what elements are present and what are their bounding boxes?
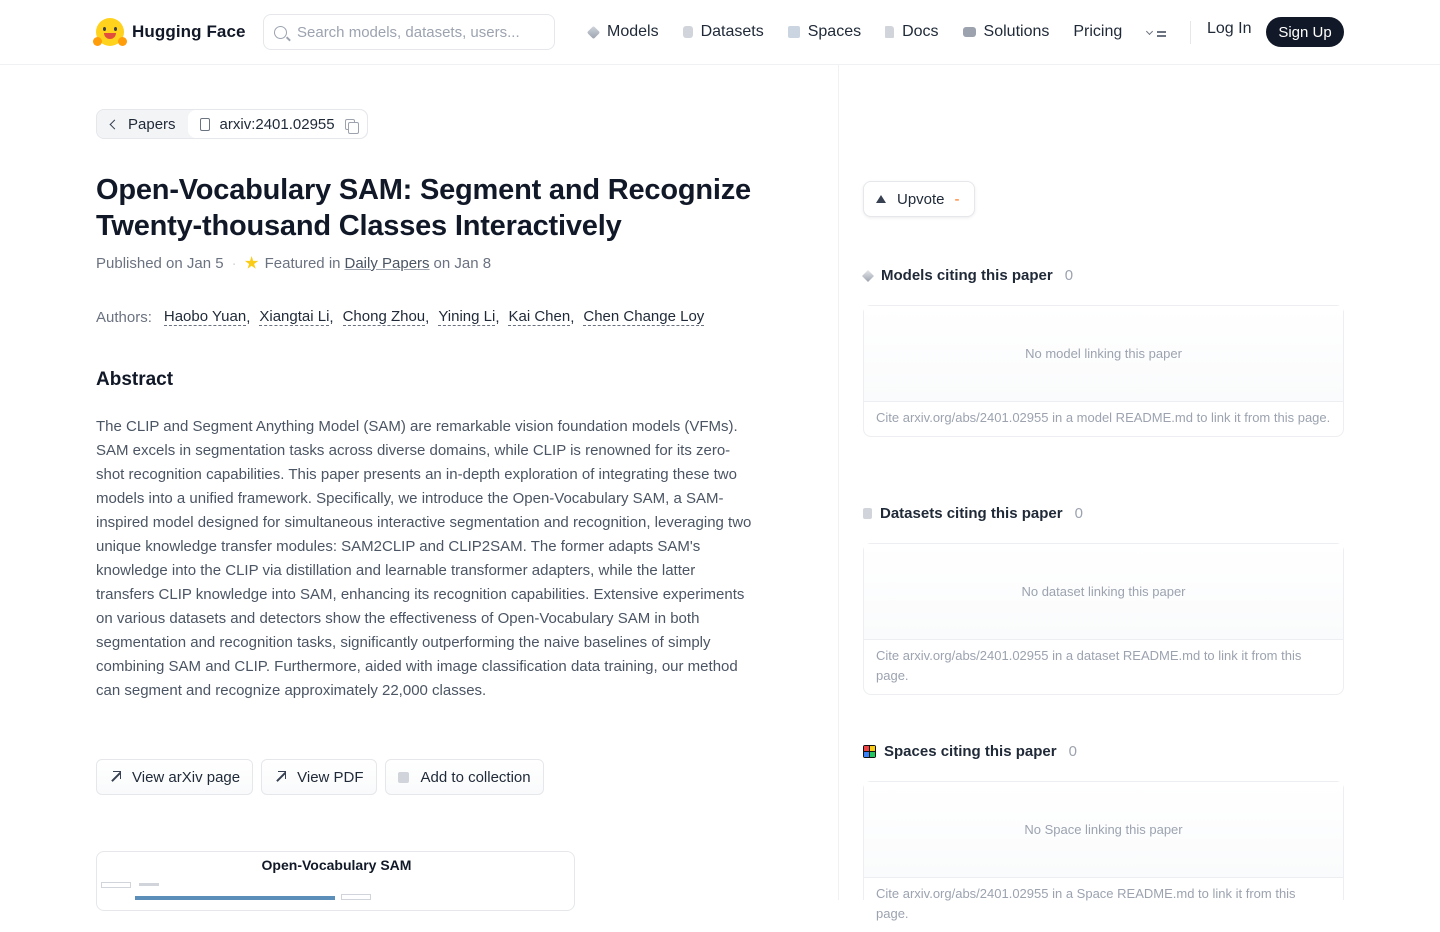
nav-divider [1190, 21, 1191, 44]
models-citing-heading [863, 267, 1073, 284]
nav-pricing[interactable] [1073, 23, 1122, 41]
spaces-empty-state: No Space linking this paper [864, 782, 1343, 878]
spaces-cite-note: Cite arxiv.org/abs/2401.02955 in a Space README.md to link it from this page. [876, 886, 1296, 921]
author-link[interactable]: Chen Change Loy [583, 308, 705, 325]
preview-thumbnail [101, 880, 571, 900]
hugging-face-emoji-icon [96, 18, 124, 46]
column-divider [838, 65, 839, 900]
document-icon [200, 118, 210, 131]
models-citing-title: Models citing this paper [881, 267, 1053, 284]
nav-docs-label: Docs [902, 23, 939, 40]
models-citing-count: 0 [1064, 267, 1074, 284]
author-link[interactable]: Kai Chen [508, 308, 571, 325]
spaces-citing-title: Spaces citing this paper [884, 743, 1057, 760]
view-pdf-button[interactable] [261, 759, 376, 795]
preview-title: Open-Vocabulary SAM [261, 857, 412, 873]
paper-id: arxiv:2401.02955 [219, 115, 335, 133]
author-link[interactable]: Yining Li [438, 308, 496, 325]
breadcrumb-papers-label: Papers [128, 115, 176, 133]
brand-logo[interactable] [96, 17, 246, 47]
upvote-label: Upvote [897, 190, 945, 208]
nav-docs[interactable] [885, 23, 938, 41]
author-link[interactable]: Xiangtai Li [259, 308, 330, 325]
chevron-left-icon [110, 119, 120, 129]
nav-datasets[interactable] [683, 23, 764, 41]
daily-papers-link[interactable]: Daily Papers [344, 254, 430, 272]
login-link[interactable]: Log In [1207, 20, 1252, 37]
spaces-icon [863, 745, 876, 758]
add-to-collection-button[interactable] [385, 759, 544, 795]
back-to-papers-link[interactable] [97, 110, 188, 138]
datasets-cite-note: Cite arxiv.org/abs/2401.02955 in a dataset README.md to link it from this page. [876, 648, 1302, 683]
published-date: Published on Jan 5 [96, 254, 224, 272]
authors-list: Authors: Haobo Yuan , Xiangtai Li , Chong Zhou , Yining Li , Kai Chen , Chen Change Loy [96, 308, 705, 326]
featured-suffix: on Jan 8 [433, 254, 492, 272]
datasets-citing-card [863, 543, 1344, 695]
spaces-citing-heading [863, 743, 1077, 760]
datasets-icon [683, 26, 693, 38]
paper-actions [96, 759, 552, 795]
top-navbar [0, 0, 1440, 65]
brand-name: Hugging Face [132, 22, 246, 41]
featured-prefix: Featured in [264, 254, 341, 272]
datasets-citing-heading [863, 505, 1083, 522]
spaces-icon [788, 26, 800, 38]
publication-meta [96, 253, 491, 273]
author-link[interactable]: Haobo Yuan [163, 308, 247, 325]
nav-spaces-label: Spaces [807, 23, 862, 40]
external-link-icon [109, 771, 121, 783]
datasets-icon [863, 508, 872, 519]
nav-pricing-label: Pricing [1073, 23, 1123, 40]
authors-label: Authors: [96, 308, 152, 326]
models-cite-note: Cite arxiv.org/abs/2401.02955 in a model README.md to link it from this page. [876, 410, 1331, 425]
nav-solutions-label: Solutions [983, 23, 1050, 40]
breadcrumb [96, 109, 368, 139]
search-box[interactable] [263, 14, 555, 50]
nav-spaces[interactable] [788, 23, 861, 41]
collection-icon [398, 772, 409, 783]
spaces-citing-card [863, 781, 1344, 921]
meta-separator: · [231, 254, 237, 272]
paper-id-chip [188, 110, 367, 138]
paper-preview-image [96, 851, 575, 911]
more-menu-icon[interactable] [1146, 25, 1166, 39]
abstract-heading: Abstract [96, 369, 174, 390]
spaces-citing-count: 0 [1068, 743, 1077, 760]
datasets-citing-title: Datasets citing this paper [880, 505, 1063, 522]
author-link[interactable]: Chong Zhou [342, 308, 426, 325]
nav-models-label: Models [607, 23, 659, 40]
models-empty-state: No model linking this paper [864, 306, 1343, 402]
datasets-citing-count: 0 [1074, 505, 1083, 522]
main-nav [588, 0, 1166, 64]
models-citing-card [863, 305, 1344, 437]
star-icon [245, 256, 259, 270]
models-icon [862, 269, 874, 281]
signup-button[interactable]: Sign Up [1266, 17, 1344, 47]
nav-datasets-label: Datasets [700, 23, 764, 40]
view-arxiv-button[interactable] [96, 759, 253, 795]
nav-models[interactable] [588, 23, 659, 41]
solutions-icon [963, 27, 976, 37]
datasets-empty-state: No dataset linking this paper [864, 544, 1343, 640]
upvote-arrow-icon [876, 195, 886, 203]
upvote-button[interactable] [863, 181, 975, 217]
external-link-icon [274, 771, 286, 783]
add-to-collection-label: Add to collection [420, 768, 531, 786]
copy-icon[interactable] [345, 119, 355, 130]
models-icon [587, 25, 600, 38]
docs-icon [885, 26, 894, 38]
view-arxiv-label: View arXiv page [132, 768, 241, 786]
search-icon [274, 26, 287, 39]
view-pdf-label: View PDF [297, 768, 364, 786]
abstract-text: The CLIP and Segment Anything Model (SAM) are remarkable vision foundation models (VFMs). SAM excels in segmentation tasks across diverse domains, while CLIP is renowned for its zero-shot recognition capabilities. This paper presents an in-depth exploration of integrating these two models into a unified framework. Specifically, we introduce the Open-Vocabulary SAM, a SAM-inspired model designed for simultaneous interactive segmentation and recognition, leveraging two unique knowledge transfer modules: SAM2CLIP and CLIP2SAM. The former adapts SAM's knowledge into the CLIP via distillation and learnable transformer adapters, while the latter transfers CLIP knowledge into SAM, enhancing its recognition capabilities. Extensive experiments on various datasets and detectors show the effectiveness of Open-Vocabulary SAM in both segmentation and recognition tasks, significantly outperforming the naive baselines of simply combining SAM and CLIP. Furthermore, aided with image classification data training, our method can segment and recognize approximately 22,000 classes. [96, 418, 752, 699]
upvote-count: - [954, 190, 960, 208]
page-title: Open-Vocabulary SAM: Segment and Recognize Twenty-thousand Classes Interactively [96, 174, 751, 242]
search-input[interactable] [297, 24, 537, 41]
nav-solutions[interactable] [963, 23, 1050, 41]
